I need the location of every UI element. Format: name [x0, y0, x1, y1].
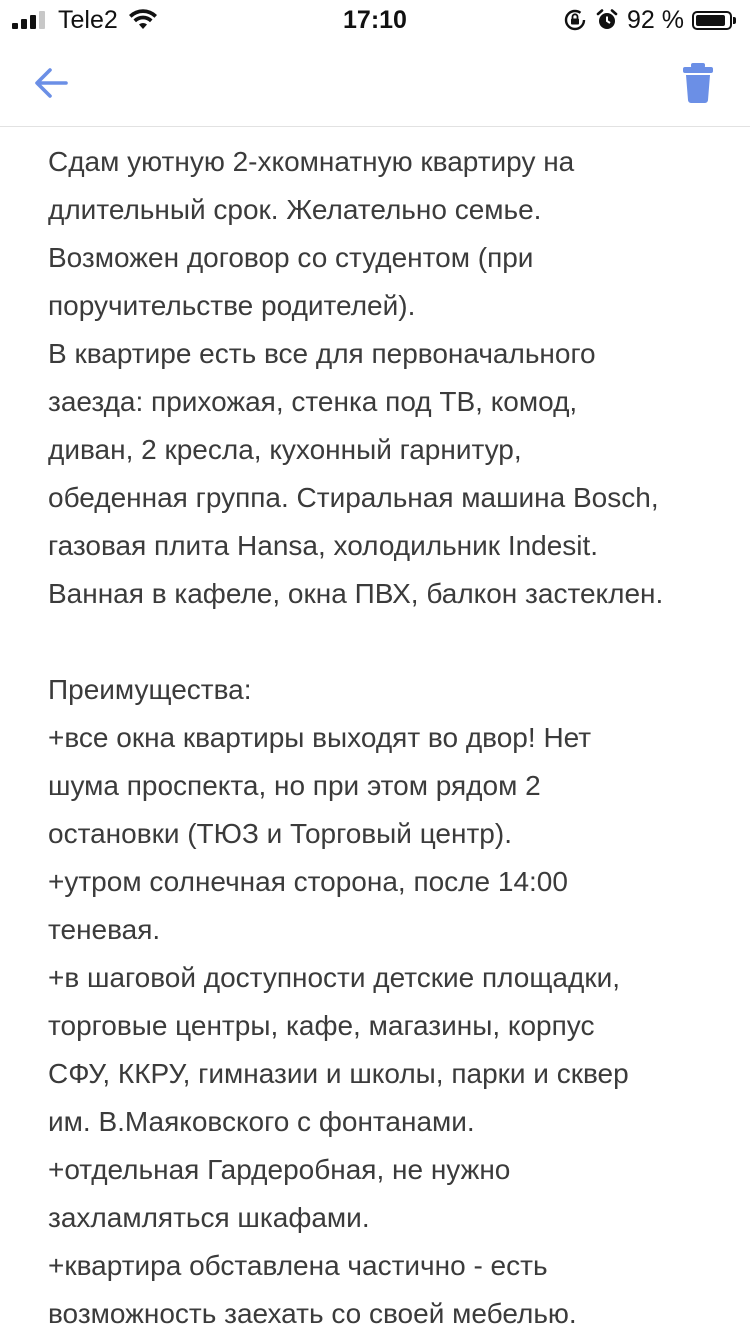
- trash-icon: [676, 60, 720, 106]
- status-bar: [0, 0, 750, 40]
- toolbar: [0, 40, 750, 127]
- message-line: В квартире есть все для первоначального: [48, 338, 596, 369]
- message-line: возможность заехать со своей мебелью.: [48, 1298, 577, 1329]
- message-line: +в шаговой доступности детские площадки,: [48, 962, 620, 993]
- message-line: диван, 2 кресла, кухонный гарнитур,: [48, 434, 522, 465]
- message-line: заезда: прихожая, стенка под ТВ, комод,: [48, 386, 578, 417]
- message-line: длительный срок. Желательно семье.: [48, 194, 542, 225]
- message-line: Преимущества:: [48, 674, 252, 705]
- back-button[interactable]: [28, 62, 76, 104]
- status-right: [563, 6, 736, 34]
- message-line: шума проспекта, но при этом рядом 2: [48, 770, 541, 801]
- carrier-name: Tele2: [58, 5, 118, 34]
- delete-button[interactable]: [676, 60, 720, 106]
- battery-fill: [696, 15, 725, 26]
- message-line: Ванная в кафеле, окна ПВХ, балкон застеклен.: [48, 578, 664, 609]
- clock: 17:10: [343, 6, 407, 34]
- battery-icon: [692, 11, 732, 30]
- message-line: Сдам уютную 2-хкомнатную квартиру на: [48, 146, 575, 177]
- message-line: поручительстве родителей).: [48, 290, 416, 321]
- rotation-lock-icon: [563, 8, 587, 32]
- message-line: СФУ, ККРУ, гимназии и школы, парки и сквер: [48, 1058, 629, 1089]
- alarm-icon: [595, 8, 619, 32]
- message-line: обеденная группа. Стиральная машина Bosch,: [48, 482, 659, 513]
- message-line: торговые центры, кафе, магазины, корпус: [48, 1010, 595, 1041]
- message-line: захламляться шкафами.: [48, 1202, 370, 1233]
- message-line: теневая.: [48, 914, 161, 945]
- message-line: +все окна квартиры выходят во двор! Нет: [48, 722, 592, 753]
- message-line: +отдельная Гардеробная, не нужно: [48, 1154, 511, 1185]
- message-line: газовая плита Hansa, холодильник Indesit.: [48, 530, 599, 561]
- message-line: +квартира обставлена частично - есть: [48, 1250, 548, 1281]
- message-line: остановки (ТЮЗ и Торговый центр).: [48, 818, 512, 849]
- message-line: Возможен договор со студентом (при: [48, 242, 534, 273]
- message-line: им. В.Маяковского с фонтанами.: [48, 1106, 475, 1137]
- battery-percent: 92 %: [627, 5, 684, 34]
- message-body: [48, 138, 728, 1338]
- message-line: +утром солнечная сторона, после 14:00: [48, 866, 568, 897]
- blank-line: [48, 618, 728, 666]
- arrow-left-icon: [28, 62, 76, 104]
- battery-cap: [733, 17, 736, 24]
